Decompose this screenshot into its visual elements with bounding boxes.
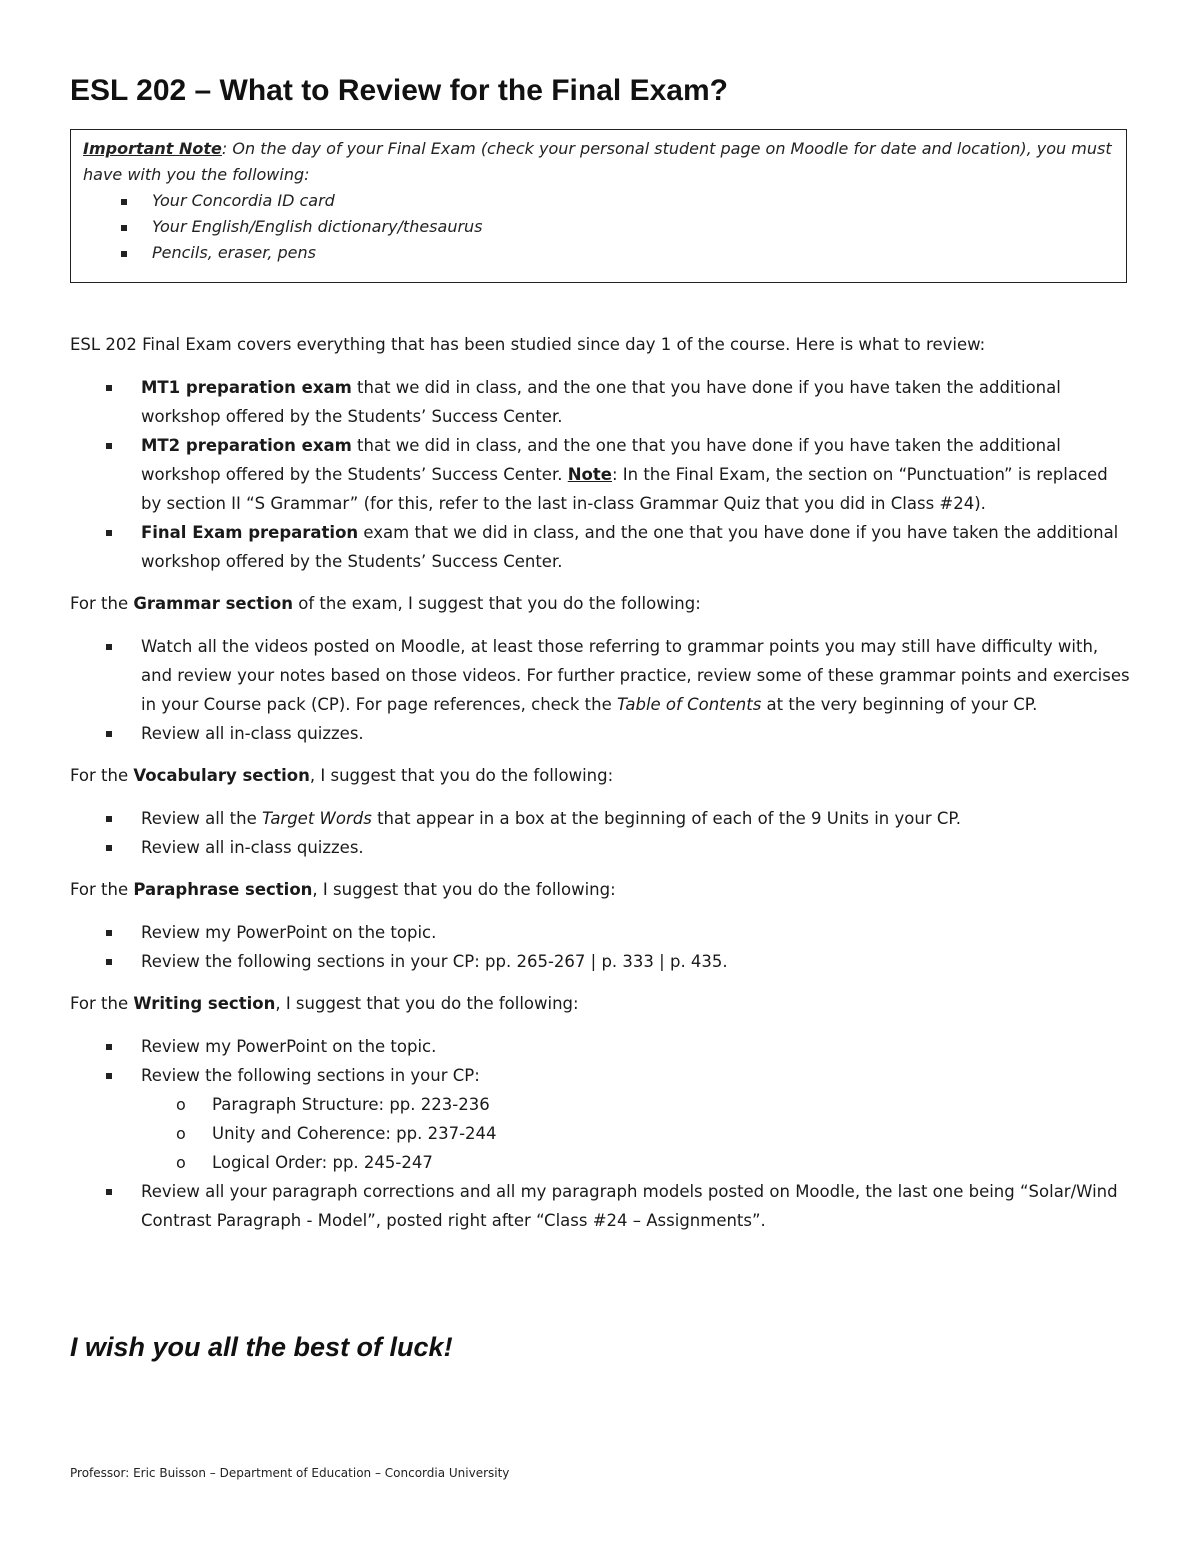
vocabulary-section-lead: For the Vocabulary section, I suggest that you do the following: [70,766,614,785]
writing-sublist [70,1090,1130,1177]
bullet-icon [106,530,112,536]
list-item: Review the following sections in your CP: pp. 265-267 | p. 333 | p. 435. [70,947,1130,976]
list-item: Review all your paragraph corrections and all my paragraph models posted on Moodle, the last one being “Solar/Wind Contrast Paragraph - Model”, posted right after “Class #24 – Assignments”. [70,1177,1130,1235]
list-item: o Logical Order: pp. 245-247 [70,1148,1130,1177]
closing-message: I wish you all the best of luck! [70,1332,453,1362]
list-item: Review my PowerPoint on the topic. [70,918,1130,947]
list-item: o Unity and Coherence: pp. 237-244 [70,1119,1130,1148]
list-item: MT1 preparation exam that we did in class, and the one that you have done if you have taken the additional workshop offered by the Students’ Success Center. [70,373,1130,431]
list-item: Review the following sections in your CP: [70,1061,1130,1090]
grammar-list [70,632,1130,748]
list-item: Pencils, eraser, pens [83,240,1114,266]
paraphrase-section-lead: For the Paraphrase section, I suggest that you do the following: [70,880,616,899]
circle-bullet-icon: o [176,1095,186,1114]
list-item: Your English/English dictionary/thesaurus [83,214,1114,240]
vocabulary-list [70,804,1130,862]
writing-list-continued [70,1177,1130,1235]
bullet-icon [106,443,112,449]
grammar-section-lead: For the Grammar section of the exam, I suggest that you do the following: [70,594,701,613]
bullet-icon [106,930,112,936]
bullet-icon [106,1189,112,1195]
list-item: Review all in-class quizzes. [70,719,1130,748]
writing-section-lead: For the Writing section, I suggest that you do the following: [70,994,579,1013]
writing-list [70,1032,1130,1090]
required-items-list [83,188,1114,266]
list-item: Your Concordia ID card [83,188,1114,214]
circle-bullet-icon: o [176,1124,186,1143]
note-label: Note [567,465,612,484]
bullet-icon [121,225,127,231]
important-note-box [70,129,1127,283]
review-list [70,373,1130,576]
important-note-text: Important Note: On the day of your Final Exam (check your personal student page on Moodle for date and location), you must have with you the following: [83,139,1112,184]
bullet-icon [106,1073,112,1079]
bullet-icon [106,1044,112,1050]
bullet-icon [121,199,127,205]
list-item: Review all the Target Words that appear in a box at the beginning of each of the 9 Units in your CP. [70,804,1130,833]
bullet-icon [106,385,112,391]
bullet-icon [106,816,112,822]
paraphrase-list [70,918,1130,976]
intro-paragraph: ESL 202 Final Exam covers everything that has been studied since day 1 of the course. Here is what to review: [70,335,986,354]
list-item: Review all in-class quizzes. [70,833,1130,862]
bullet-icon [106,644,112,650]
list-item: o Paragraph Structure: pp. 223-236 [70,1090,1130,1119]
bullet-icon [106,959,112,965]
bullet-icon [106,731,112,737]
bullet-icon [106,845,112,851]
footer: Professor: Eric Buisson – Department of Education – Concordia University [70,1466,510,1480]
important-note-label: Important Note [83,139,222,158]
list-item: MT2 preparation exam that we did in class, and the one that you have done if you have taken the additional workshop offered by the Students’ Success Center. Note: In the Final Exam, the section on “Punctuation” is replaced by section II “S Grammar” (for this, refer to the last in-class Grammar Quiz that you did in Class #24). [70,431,1130,518]
list-item: Final Exam preparation exam that we did in class, and the one that you have done if you have taken the additional workshop offered by the Students’ Success Center. [70,518,1130,576]
list-item: Review my PowerPoint on the topic. [70,1032,1130,1061]
page-title: ESL 202 – What to Review for the Final Exam? [70,74,728,107]
bullet-icon [121,251,127,257]
list-item: Watch all the videos posted on Moodle, at least those referring to grammar points you may still have difficulty with, and review your notes based on those videos. For further practice, review some of these grammar points and exercises in your Course pack (CP). For page references, check the Table of Contents at the very beginning of your CP. [70,632,1130,719]
main-content [70,330,1130,1235]
circle-bullet-icon: o [176,1153,186,1172]
